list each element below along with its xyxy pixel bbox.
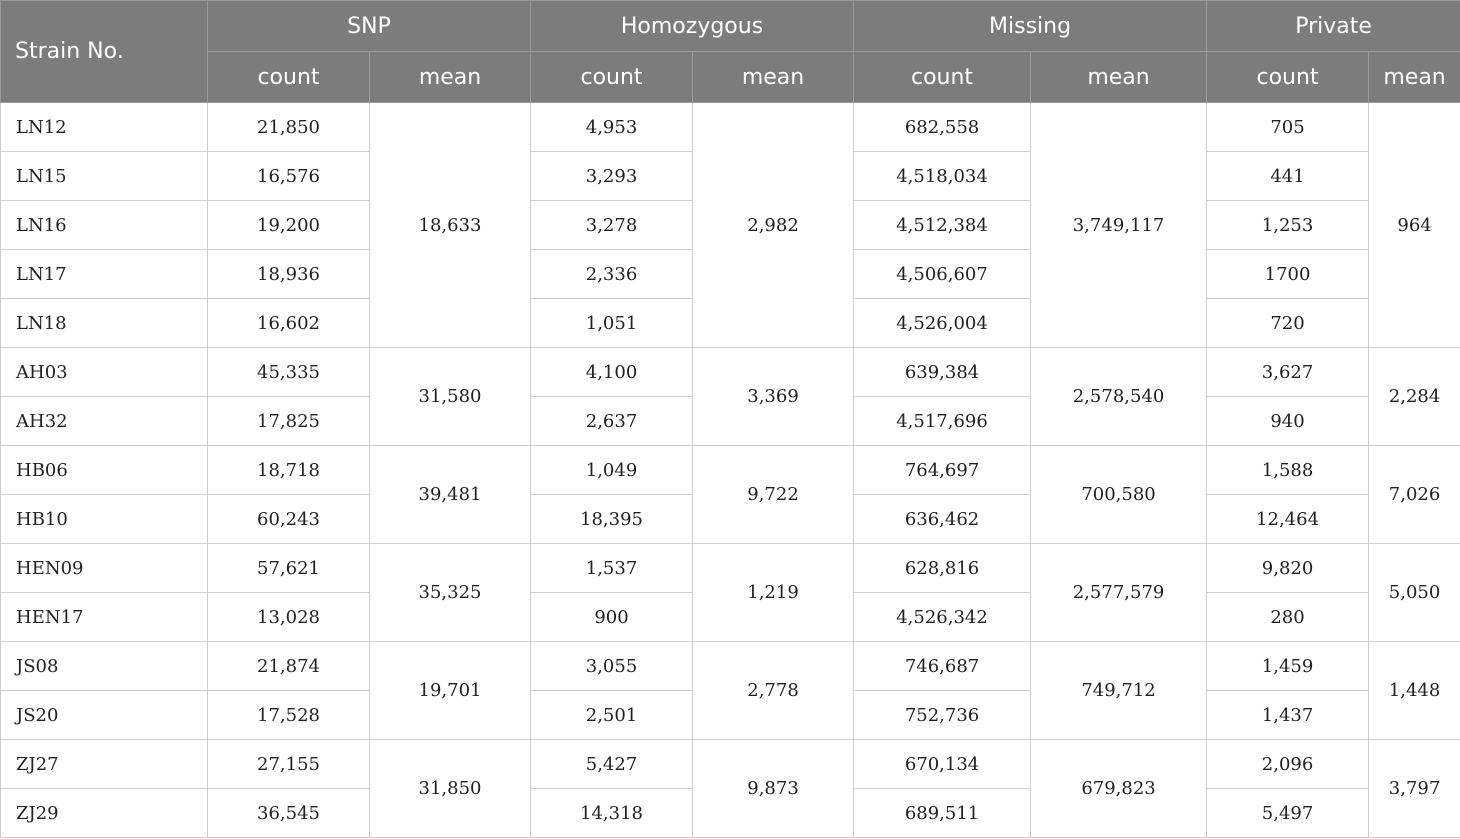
homozygous-mean-cell: 9,873 bbox=[693, 740, 854, 838]
snp-mean-cell: 31,850 bbox=[370, 740, 531, 838]
missing-mean-cell: 700,580 bbox=[1031, 446, 1207, 544]
snp-mean-header: mean bbox=[370, 52, 531, 103]
private-mean-cell: 2,284 bbox=[1369, 348, 1460, 446]
strain-cell: HB10 bbox=[1, 495, 208, 544]
missing-count-cell: 764,697 bbox=[854, 446, 1031, 495]
snp-count-cell: 18,718 bbox=[208, 446, 370, 495]
table-row bbox=[1, 642, 1460, 691]
homozygous-mean-cell: 2,778 bbox=[693, 642, 854, 740]
missing-count-cell: 682,558 bbox=[854, 103, 1031, 152]
private-count-cell: 940 bbox=[1207, 397, 1369, 446]
missing-count-cell: 4,517,696 bbox=[854, 397, 1031, 446]
private-count-header: count bbox=[1207, 52, 1369, 103]
private-count-cell: 1,253 bbox=[1207, 201, 1369, 250]
snp-count-header: count bbox=[208, 52, 370, 103]
missing-mean-cell: 679,823 bbox=[1031, 740, 1207, 838]
homozygous-mean-cell: 1,219 bbox=[693, 544, 854, 642]
strain-cell: LN18 bbox=[1, 299, 208, 348]
homozygous-count-cell: 3,293 bbox=[531, 152, 693, 201]
private-count-cell: 1,588 bbox=[1207, 446, 1369, 495]
table-row bbox=[1, 103, 1460, 152]
missing-count-cell: 4,506,607 bbox=[854, 250, 1031, 299]
homozygous-count-cell: 4,100 bbox=[531, 348, 693, 397]
private-mean-cell: 7,026 bbox=[1369, 446, 1460, 544]
missing-count-cell: 628,816 bbox=[854, 544, 1031, 593]
private-header: Private bbox=[1207, 1, 1460, 52]
private-mean-cell: 964 bbox=[1369, 103, 1460, 348]
homozygous-count-cell: 2,637 bbox=[531, 397, 693, 446]
strain-cell: ZJ27 bbox=[1, 740, 208, 789]
homozygous-count-cell: 14,318 bbox=[531, 789, 693, 838]
homozygous-mean-cell: 3,369 bbox=[693, 348, 854, 446]
missing-count-cell: 670,134 bbox=[854, 740, 1031, 789]
table-body bbox=[1, 103, 1460, 838]
snp-mean-cell: 35,325 bbox=[370, 544, 531, 642]
snp-count-cell: 17,528 bbox=[208, 691, 370, 740]
homozygous-count-cell: 5,427 bbox=[531, 740, 693, 789]
strain-cell: JS08 bbox=[1, 642, 208, 691]
homozygous-count-cell: 900 bbox=[531, 593, 693, 642]
snp-count-cell: 27,155 bbox=[208, 740, 370, 789]
missing-count-cell: 752,736 bbox=[854, 691, 1031, 740]
missing-count-cell: 689,511 bbox=[854, 789, 1031, 838]
private-mean-header: mean bbox=[1369, 52, 1460, 103]
snp-count-cell: 60,243 bbox=[208, 495, 370, 544]
homozygous-mean-cell: 9,722 bbox=[693, 446, 854, 544]
missing-count-cell: 4,526,004 bbox=[854, 299, 1031, 348]
strain-cell: AH32 bbox=[1, 397, 208, 446]
homozygous-count-cell: 1,051 bbox=[531, 299, 693, 348]
private-count-cell: 705 bbox=[1207, 103, 1369, 152]
homozygous-count-cell: 18,395 bbox=[531, 495, 693, 544]
strain-cell: JS20 bbox=[1, 691, 208, 740]
missing-count-cell: 4,512,384 bbox=[854, 201, 1031, 250]
homozygous-count-cell: 1,049 bbox=[531, 446, 693, 495]
snp-mean-cell: 19,701 bbox=[370, 642, 531, 740]
missing-count-header: count bbox=[854, 52, 1031, 103]
private-count-cell: 720 bbox=[1207, 299, 1369, 348]
missing-count-cell: 746,687 bbox=[854, 642, 1031, 691]
snp-count-cell: 16,602 bbox=[208, 299, 370, 348]
homozygous-count-cell: 1,537 bbox=[531, 544, 693, 593]
homozygous-mean-cell: 2,982 bbox=[693, 103, 854, 348]
private-count-cell: 12,464 bbox=[1207, 495, 1369, 544]
table-row bbox=[1, 348, 1460, 397]
private-count-cell: 1,459 bbox=[1207, 642, 1369, 691]
private-count-cell: 5,497 bbox=[1207, 789, 1369, 838]
snp-count-cell: 17,825 bbox=[208, 397, 370, 446]
private-mean-cell: 5,050 bbox=[1369, 544, 1460, 642]
homozygous-count-cell: 2,336 bbox=[531, 250, 693, 299]
snp-mean-cell: 31,580 bbox=[370, 348, 531, 446]
table-header bbox=[1, 1, 1460, 103]
strain-cell: HB06 bbox=[1, 446, 208, 495]
homozygous-count-cell: 2,501 bbox=[531, 691, 693, 740]
private-count-cell: 1700 bbox=[1207, 250, 1369, 299]
strain-cell: HEN17 bbox=[1, 593, 208, 642]
snp-count-cell: 45,335 bbox=[208, 348, 370, 397]
snp-count-cell: 13,028 bbox=[208, 593, 370, 642]
snp-count-cell: 21,850 bbox=[208, 103, 370, 152]
private-count-cell: 2,096 bbox=[1207, 740, 1369, 789]
private-count-cell: 280 bbox=[1207, 593, 1369, 642]
missing-mean-cell: 749,712 bbox=[1031, 642, 1207, 740]
private-mean-cell: 3,797 bbox=[1369, 740, 1460, 838]
private-count-cell: 1,437 bbox=[1207, 691, 1369, 740]
missing-count-cell: 636,462 bbox=[854, 495, 1031, 544]
missing-mean-cell: 2,577,579 bbox=[1031, 544, 1207, 642]
strain-cell: ZJ29 bbox=[1, 789, 208, 838]
homozygous-count-cell: 4,953 bbox=[531, 103, 693, 152]
missing-mean-cell: 3,749,117 bbox=[1031, 103, 1207, 348]
snp-count-cell: 16,576 bbox=[208, 152, 370, 201]
snp-count-cell: 21,874 bbox=[208, 642, 370, 691]
missing-count-cell: 4,518,034 bbox=[854, 152, 1031, 201]
snp-count-cell: 36,545 bbox=[208, 789, 370, 838]
private-count-cell: 441 bbox=[1207, 152, 1369, 201]
strain-cell: LN15 bbox=[1, 152, 208, 201]
strain-cell: LN16 bbox=[1, 201, 208, 250]
snp-count-cell: 19,200 bbox=[208, 201, 370, 250]
private-count-cell: 9,820 bbox=[1207, 544, 1369, 593]
table-row bbox=[1, 446, 1460, 495]
missing-count-cell: 4,526,342 bbox=[854, 593, 1031, 642]
table-row bbox=[1, 740, 1460, 789]
homozygous-mean-header: mean bbox=[693, 52, 854, 103]
snp-mean-cell: 39,481 bbox=[370, 446, 531, 544]
missing-mean-cell: 2,578,540 bbox=[1031, 348, 1207, 446]
snp-header: SNP bbox=[208, 1, 531, 52]
private-mean-cell: 1,448 bbox=[1369, 642, 1460, 740]
homozygous-count-cell: 3,278 bbox=[531, 201, 693, 250]
table-row bbox=[1, 544, 1460, 593]
strain-cell: LN12 bbox=[1, 103, 208, 152]
missing-count-cell: 639,384 bbox=[854, 348, 1031, 397]
strain-cell: AH03 bbox=[1, 348, 208, 397]
snp-mean-cell: 18,633 bbox=[370, 103, 531, 348]
snp-count-cell: 18,936 bbox=[208, 250, 370, 299]
homozygous-header: Homozygous bbox=[531, 1, 854, 52]
strain-cell: HEN09 bbox=[1, 544, 208, 593]
homozygous-count-header: count bbox=[531, 52, 693, 103]
private-count-cell: 3,627 bbox=[1207, 348, 1369, 397]
strain-header: Strain No. bbox=[1, 1, 208, 103]
missing-mean-header: mean bbox=[1031, 52, 1207, 103]
strain-cell: LN17 bbox=[1, 250, 208, 299]
homozygous-count-cell: 3,055 bbox=[531, 642, 693, 691]
missing-header: Missing bbox=[854, 1, 1207, 52]
snp-count-cell: 57,621 bbox=[208, 544, 370, 593]
